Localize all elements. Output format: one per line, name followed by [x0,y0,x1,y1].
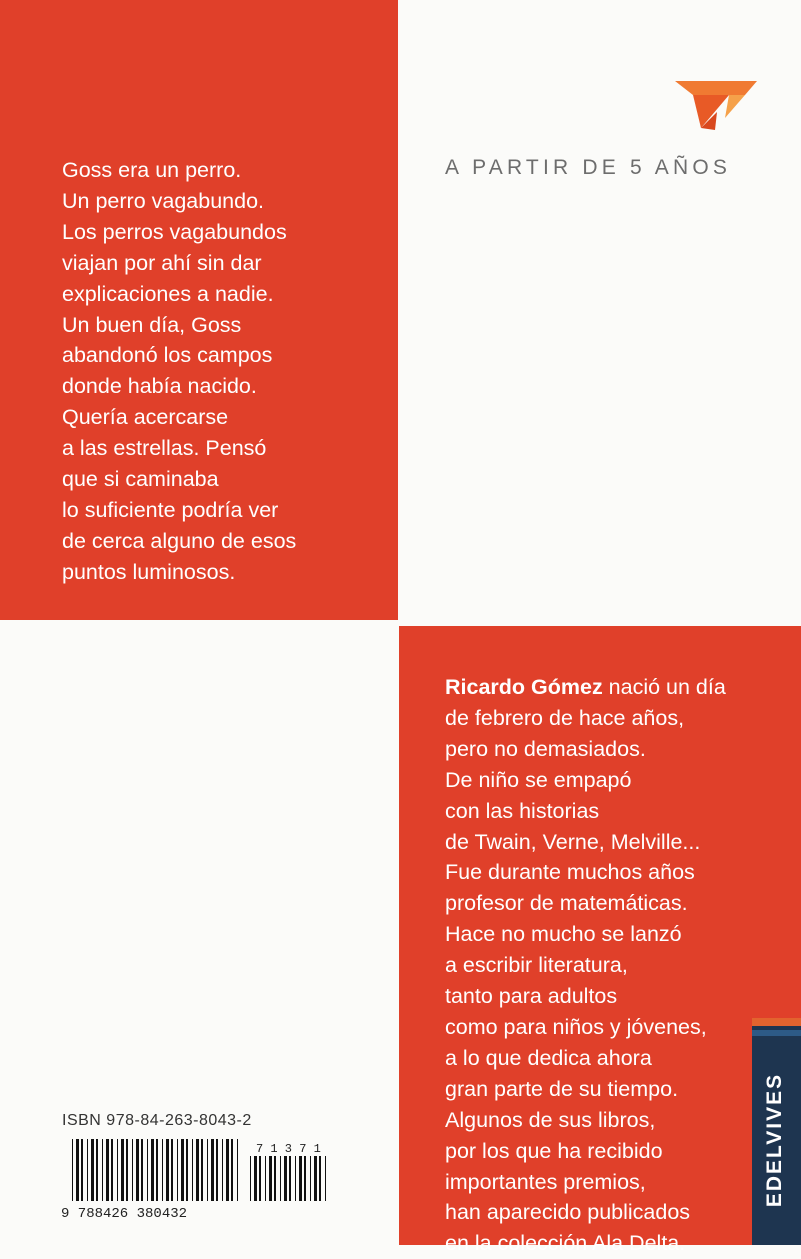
barcode-bar [325,1156,326,1201]
barcode-bar [126,1139,128,1201]
barcode-bar [76,1139,79,1201]
barcode-bar [289,1156,291,1201]
publisher-spine [752,1018,801,1245]
barcode-bar [96,1139,98,1201]
barcode-bar [314,1156,317,1201]
bio-line: Fue durante muchos años [445,860,695,885]
barcode-bar [87,1139,88,1201]
barcode-bar [284,1156,287,1201]
barcode-bar [250,1156,251,1201]
barcode-bar [222,1139,223,1201]
synopsis-line: lo suficiente podría ver [62,497,279,522]
barcode-bar [304,1156,306,1201]
synopsis-line: puntos luminosos. [62,559,236,584]
barcode-bar [121,1139,124,1201]
bio-line: en la colección Ala Delta. [445,1231,686,1256]
barcode-bar [280,1156,281,1201]
synopsis-line: Quería acercarse [62,405,229,430]
barcode-bar [102,1139,103,1201]
barcode-bar [254,1156,257,1201]
barcode [60,1139,330,1221]
barcode-bar [231,1139,233,1201]
bio-line: importantes premios, [445,1169,646,1194]
barcode-bar [295,1156,296,1201]
barcode-bar [111,1139,113,1201]
bio-line: tanto para adultos [445,984,618,1009]
synopsis-line: Goss era un perro. [62,158,242,182]
barcode-addon-bars [250,1156,326,1201]
barcode-bar [196,1139,199,1201]
bio-line: con las historias [445,798,600,823]
barcode-bar [117,1139,118,1201]
spine-stripe [752,1030,801,1036]
barcode-bar [226,1139,229,1201]
synopsis-line: de cerca alguno de esos [62,528,297,553]
barcode-bar [72,1139,73,1201]
bio-line: de febrero de hace años, [445,705,685,730]
barcode-bar [216,1139,218,1201]
bio-line-rest: nació un día [602,675,726,699]
barcode-bar [201,1139,203,1201]
author-bio-text [445,672,726,1259]
barcode-bar [274,1156,276,1201]
publisher-name: EDELVIVES [763,1072,786,1208]
synopsis-text [62,155,296,588]
synopsis-line: a las estrellas. Pensó [62,436,267,461]
barcode-digits: 9 788426 380432 [61,1206,188,1221]
barcode-bar [299,1156,302,1201]
barcode-bar [207,1139,208,1201]
ala-delta-logo-icon [673,78,759,132]
synopsis-line: viajan por ahí sin dar [62,250,262,275]
bio-line: De niño se empapó [445,767,632,792]
barcode-bar [319,1156,321,1201]
spine-stripe [752,1018,801,1026]
barcode-bar [310,1156,311,1201]
synopsis-line: Los perros vagabundos [62,219,287,244]
barcode-bar [91,1139,94,1201]
bio-line: Hace no mucho se lanzó [445,922,682,947]
barcode-bar [265,1156,266,1201]
barcode-bar [147,1139,148,1201]
bio-line: Algunos de sus libros, [445,1107,656,1132]
barcode-bar [106,1139,109,1201]
barcode-bar [162,1139,163,1201]
synopsis-line: abandonó los campos [62,343,273,368]
barcode-bar [166,1139,169,1201]
synopsis-line: Un perro vagabundo. [62,188,265,213]
isbn-label: ISBN 978-84-263-8043-2 [62,1112,252,1129]
barcode-bar [192,1139,193,1201]
bio-line: profesor de matemáticas. [445,891,688,916]
barcode-bar [81,1139,83,1201]
barcode-addon-digits: 7 1 3 7 1 [256,1142,321,1156]
bio-line: pero no demasiados. [445,736,646,761]
synopsis-line: explicaciones a nadie. [62,281,274,306]
bio-line: por los que ha recibido [445,1138,663,1163]
barcode-bar [177,1139,178,1201]
bio-line: a lo que dedica ahora [445,1045,652,1070]
age-recommendation: A PARTIR DE 5 AÑOS [445,156,732,179]
barcode-bar [171,1139,173,1201]
bio-line [445,672,726,703]
bio-line: gran parte de su tiempo. [445,1076,679,1101]
barcode-bar [151,1139,154,1201]
synopsis-line: que si caminaba [62,467,219,492]
barcode-bar [186,1139,188,1201]
barcode-bar [259,1156,261,1201]
bio-line: de Twain, Verne, Melville... [445,829,701,854]
barcode-bar [156,1139,158,1201]
bio-line: como para niños y jóvenes, [445,1014,707,1039]
barcode-bar [132,1139,133,1201]
author-name: Ricardo Gómez [445,675,603,699]
bio-line: a escribir literatura, [445,953,628,978]
barcode-bars [72,1139,238,1201]
barcode-bar [141,1139,143,1201]
barcode-bar [237,1139,238,1201]
barcode-bar [136,1139,139,1201]
barcode-bar [269,1156,272,1201]
synopsis-line: donde había nacido. [62,374,257,399]
barcode-bar [181,1139,184,1201]
bio-line: han aparecido publicados [445,1200,691,1225]
barcode-bar [211,1139,214,1201]
synopsis-line: Un buen día, Goss [62,312,242,337]
